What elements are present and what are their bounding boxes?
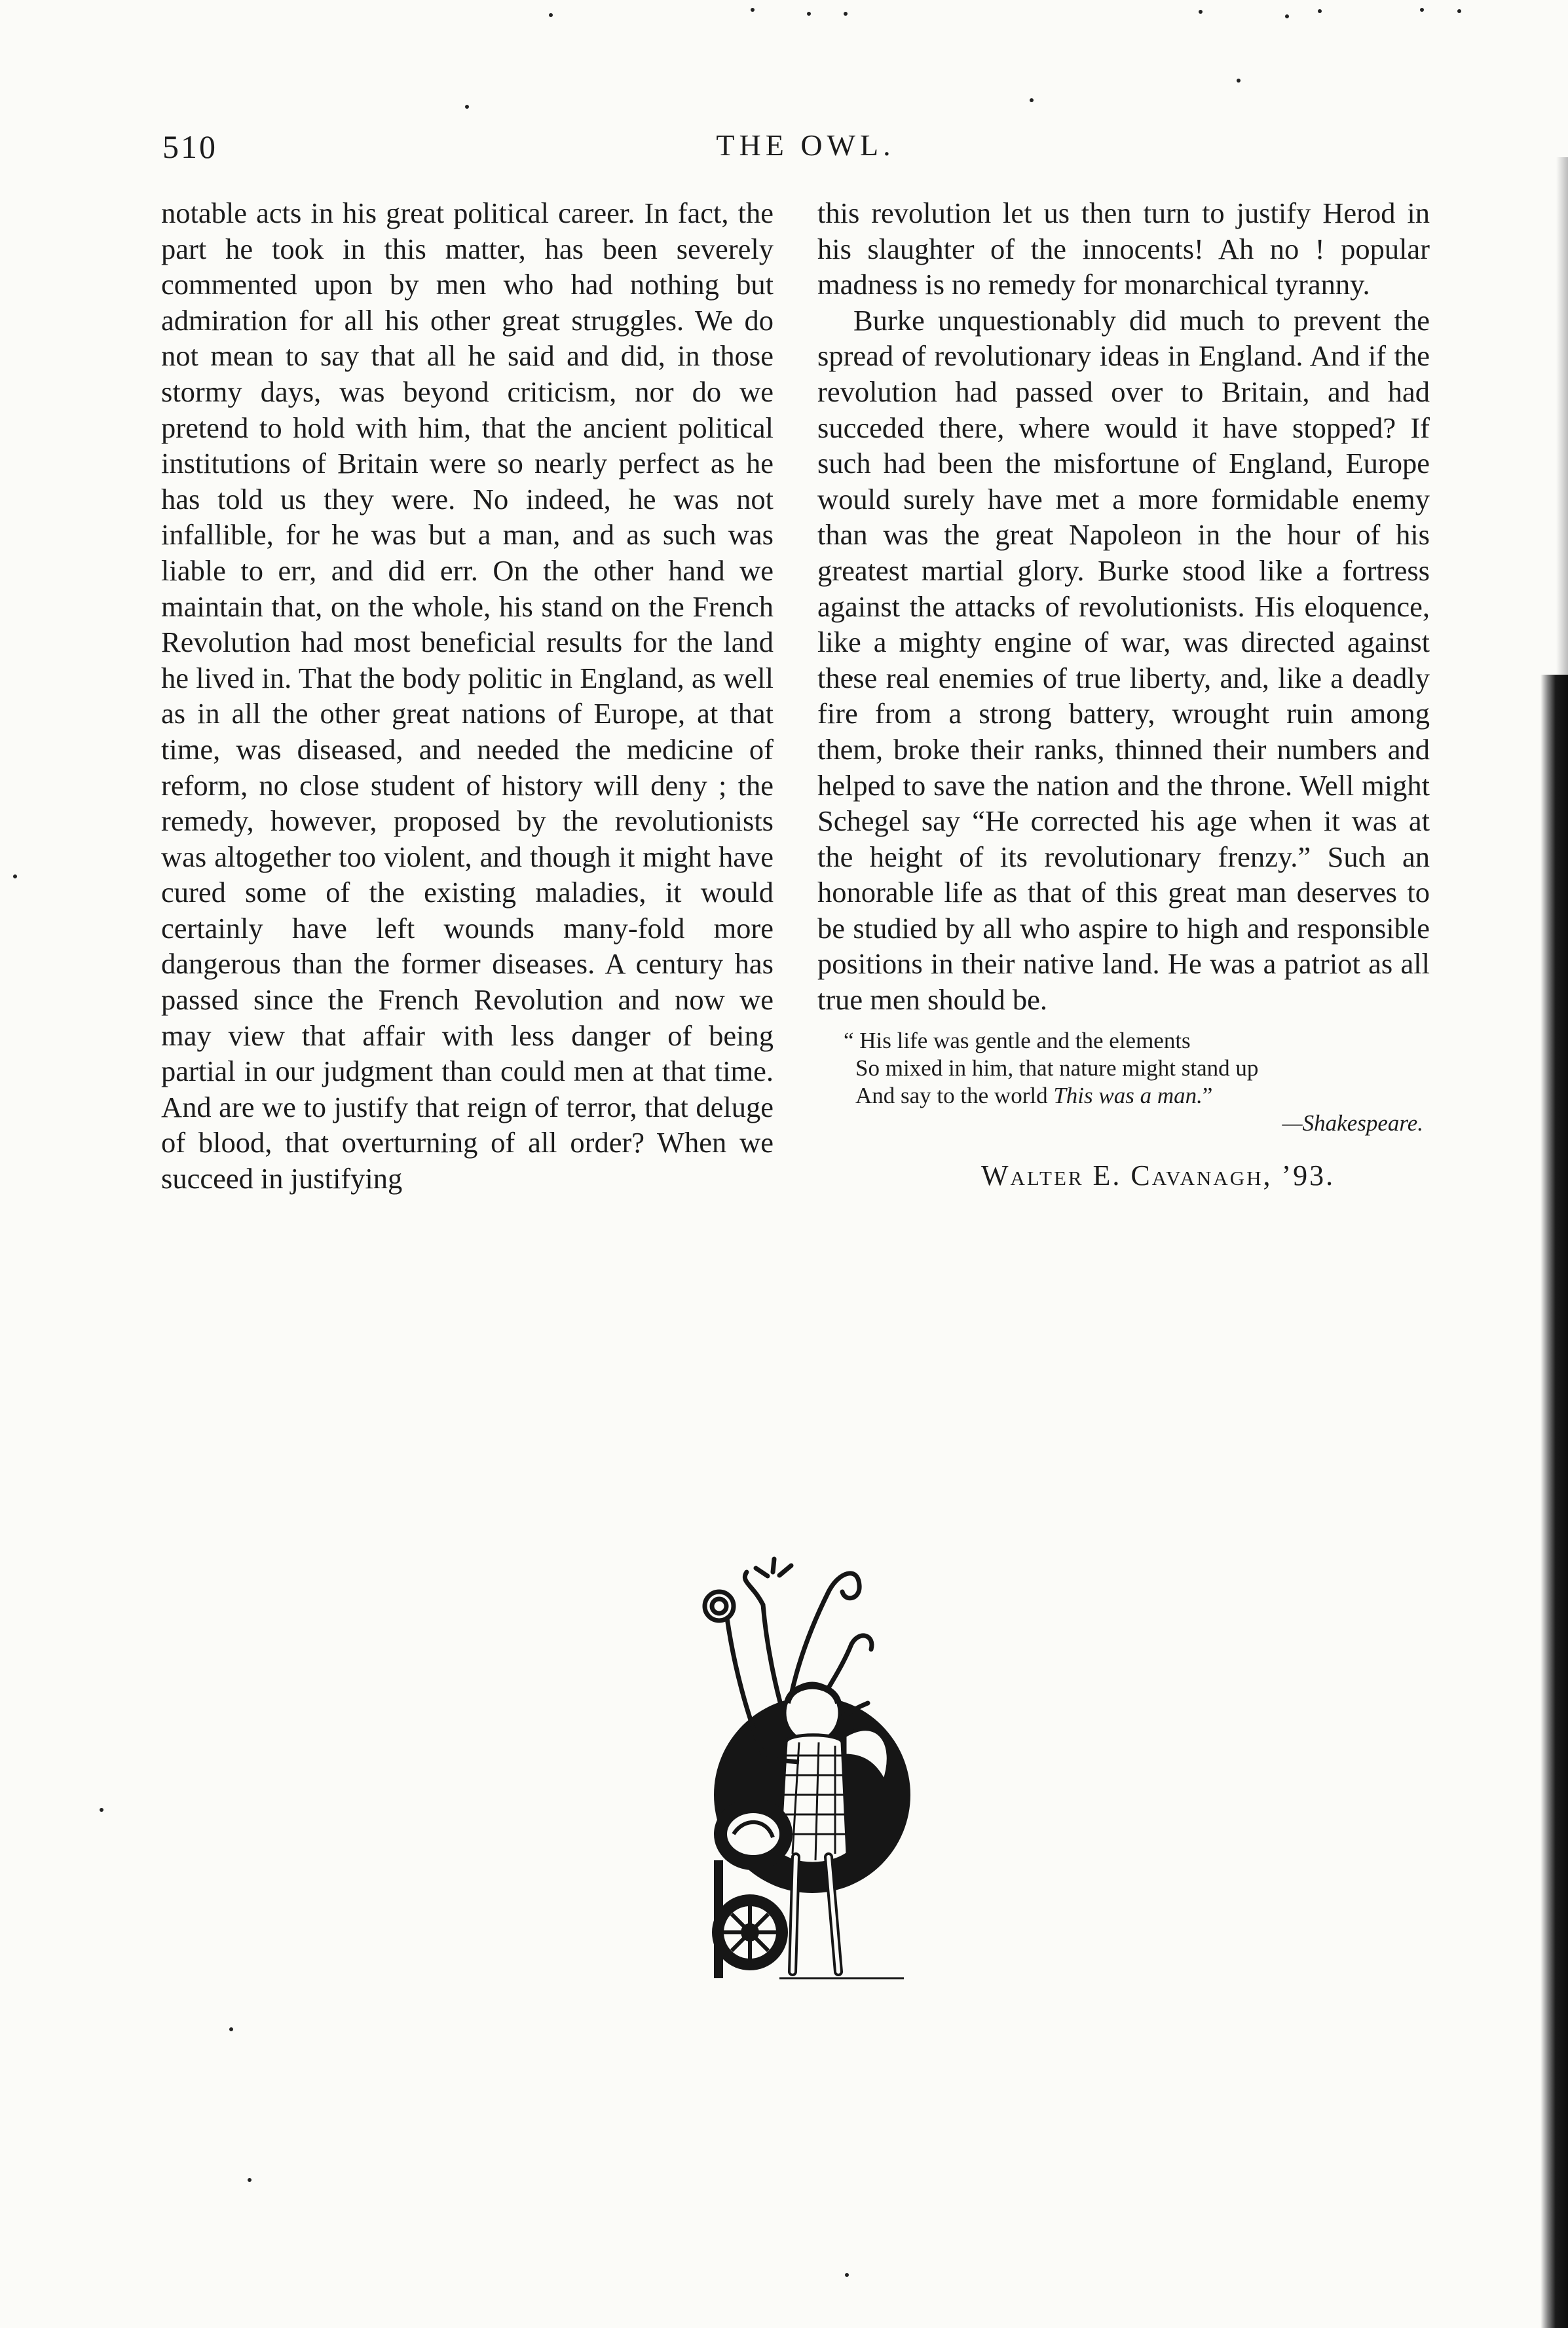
scan-speck xyxy=(1237,79,1241,83)
scan-speck xyxy=(13,874,17,878)
scan-speck xyxy=(1318,9,1322,13)
scan-speck xyxy=(844,12,848,16)
page-edge-shadow xyxy=(1540,675,1568,2328)
quote-line: “ His life was gentle and the elements xyxy=(844,1027,1191,1053)
quote-close: ” xyxy=(1202,1082,1213,1108)
scan-speck xyxy=(1457,9,1461,13)
body-paragraph: Burke unquestionably did much to prevent the spread of revolutionary ideas in England. And if the revolution had passed over to Britain, and had succeded there, where would it have stopped? If such had been the misfortune of England, Europe would surely have met a more formidable enemy than was the great Napoleon in the hour of his greatest martial glory. Burke stood like a fortress against the attacks of revolutionists. His eloquence, like a mighty engine of war, was directed against these real enemies of true liberty, and, like a deadly fire from a strong battery, wrought ruin among them, broke their ranks, thinned their numbers and helped to save the nation and the throne. Well might Schegel say “He corrected his age when it was at the height of its revolutionary frenzy.” Such an honorable life as that of this great man deserves to be studied by all who aspire to high and responsible positions in their native land. He was a patriot as all true men should be. xyxy=(817,303,1430,1017)
scan-speck xyxy=(1285,14,1289,18)
scan-speck xyxy=(807,12,811,16)
page-header xyxy=(0,128,1568,174)
quote-line: So mixed in him, that nature might stand up xyxy=(855,1055,1259,1081)
quote-emphasis: This was a man. xyxy=(1053,1082,1203,1108)
page-number: 510 xyxy=(162,128,217,165)
scan-speck xyxy=(1030,98,1034,102)
author-signature: Walter E. Cavanagh, ’93. xyxy=(981,1159,1335,1192)
scan-speck xyxy=(465,105,469,109)
cherub-vignette-icon xyxy=(688,1546,910,2018)
quote-attribution: —Shakespeare. xyxy=(1282,1110,1423,1136)
quote-text: And say to the world xyxy=(855,1082,1054,1108)
scan-speck xyxy=(229,2027,233,2031)
left-column xyxy=(161,195,774,1197)
scan-speck xyxy=(845,2273,849,2277)
scan-speck xyxy=(100,1808,103,1812)
scan-speck xyxy=(751,8,755,12)
page-edge-shadow xyxy=(1556,157,1568,681)
body-paragraph: this revolution let us then turn to justify Herod in his slaughter of the innocents! Ah no ! popular madness is no remedy for monarchical tyranny. xyxy=(817,197,1430,301)
body-paragraph: notable acts in his great political career. In fact, the part he took in this matter, has been severely commented upon by men who had nothing but admiration for all his other great struggles. We do not mean to say that all he said and did, in those stormy days, was beyond criticism, nor do we pretend to hold with him, that the ancient political institutions of Britain were so nearly perfect as he has told us they were. No indeed, he was not infallible, for he was but a man, and as such was liable to err, and did err. On the other hand we maintain that, on the whole, his stand on the French Revolution had most beneficial results for the land he lived in. That the body politic in England, as well as in all the other great nations of Europe, at that time, was diseased, and needed the medicine of reform, no close student of history will deny ; the remedy, however, proposed by the revolutionists was altogether too violent, and though it might have cured some of the existing maladies, it would certainly have left wounds many-fold more dangerous than the former diseases. A century has passed since the French Revolution and now we may view that affair with less danger of being partial in our judgment than could men at that time. And are we to justify that reign of terror, that deluge of blood, that overturning of all order? When we succeed in justifying xyxy=(161,197,774,1195)
scan-speck xyxy=(1199,10,1203,14)
ornament-medallions xyxy=(712,1798,793,1978)
verse-quotation xyxy=(817,1027,1430,1137)
running-title: THE OWL. xyxy=(716,128,895,162)
scan-speck xyxy=(1420,8,1424,12)
quote-line xyxy=(844,1082,1430,1110)
right-column xyxy=(817,195,1430,1193)
scan-speck xyxy=(549,13,553,17)
scan-speck xyxy=(248,2178,252,2182)
